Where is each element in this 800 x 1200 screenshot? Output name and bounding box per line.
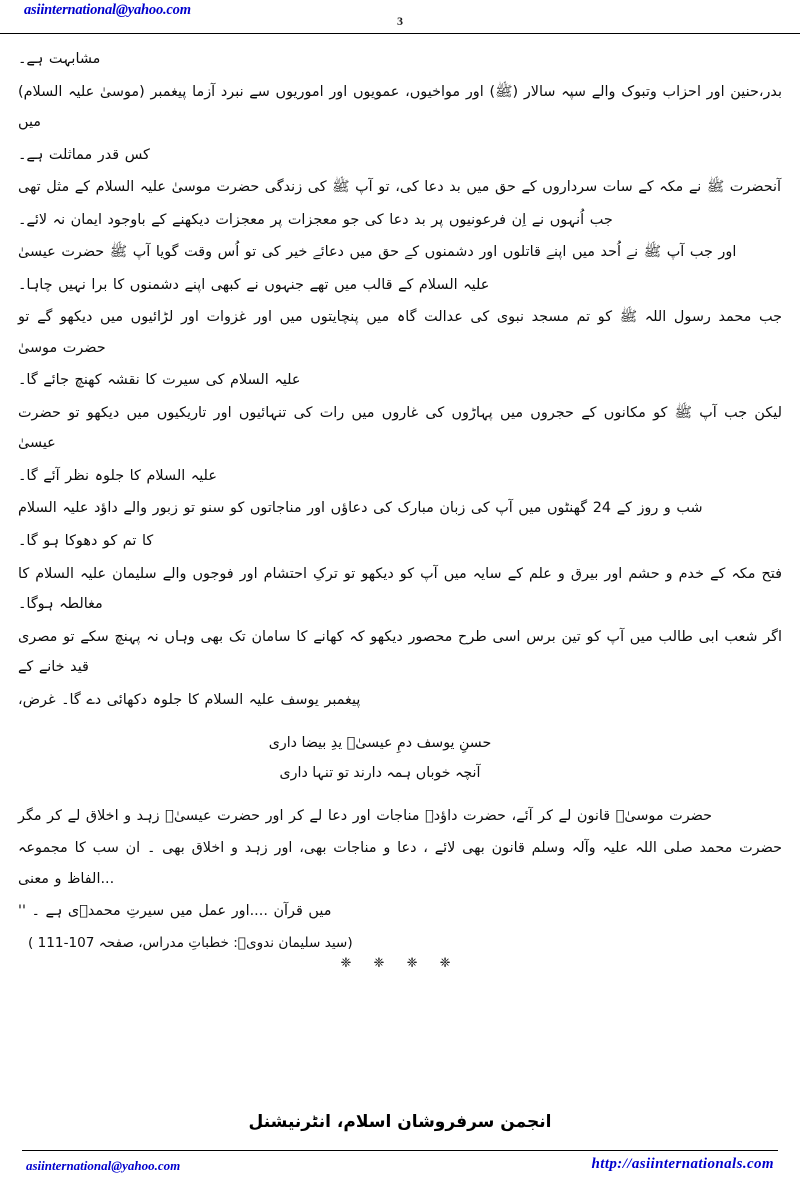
paragraph: مشابہت ہے۔ [18,51,101,67]
couplet-line-2: آنچہ خوباں ہمہ دارند تو تنہا داری [279,764,481,781]
paragraph: آنحضرت ﷺ نے مکہ کے سات سرداروں کے حق میں بد دعا کی، تو آپ ﷺ کی زندگی حضرت موسیٰ علیہ السلام کے مثل تھی [18,179,782,196]
paragraph: علیہ السلام کی سیرت کا نقشہ کھنچ جائے گا۔ [18,372,301,389]
paragraph: بدر،حنین اور احزاب وتبوک والے سپہ سالار (ﷺ) اور مواخیوں، عمویوں اور اموریوں سے نبرد آزما پیغمبر (موسیٰ علیہ السلام) میں [18,83,782,131]
page-footer [0,1104,800,1200]
paragraph: لیکن جب آپ ﷺ کو مکانوں کے حجروں میں پہاڑوں کی غاروں میں رات کی تنہائیوں اور تاریکیوں میں دیکھو تو حضرت عیسیٰ [18,404,782,452]
organization-name: انجمن سرفروشان اسلام، انٹرنیشنل [248,1112,552,1132]
paragraph: اگر شعب ابی طالب میں آپ کو تین برس اسی طرح محصور دیکھو کہ کھانے کا سامان تک بھی وہاں نہ پہنچ سکے تو مصری قید خانے کے [18,628,782,676]
paragraph: کا تم کو دھوکا ہو گا۔ [18,532,154,549]
paragraph: اور جب آپ ﷺ نے اُحد میں اپنے قاتلوں اور دشمنوں کے حق میں دعائے خیر کی تو اُس وقت گویا آپ ﷺ حضرت عیسیٰ [18,244,737,261]
document-body [18,44,782,1080]
paragraph: کس قدر مماثلت ہے۔ [18,146,150,163]
couplet-line-1: حسنِ یوسف دمِ عیسیٰؑ یدِ بیضا داری [268,735,492,752]
paragraph: حضرت محمد صلی اللہ علیہ وآلہ وسلم قانون بھی لائے ، دعا و مناجات بھی، اور زہد و اخلاق بھی ۔ ان سب کا مجموعہ ...الفاظ و معنی [18,840,782,887]
footer-divider-rule [22,1150,778,1151]
page-header [0,0,800,34]
source-citation: (سید سلیمان ندویؒ: خطباتِ مدراس، صفحہ 107-111 ) [28,934,353,951]
paragraph: پیغمبر یوسف علیہ السلام کا جلوہ دکھائی دے گا۔ غرض، [18,691,361,708]
paragraph: علیہ السلام کا جلوہ نظر آئے گا۔ [18,467,217,484]
ornament-divider: ❈ ❈ ❈ ❈ [340,955,460,971]
paragraph: میں قرآن ....اور عمل میں سیرتِ محمدؐی ہے ۔ '' [18,903,332,920]
persian-couplet [18,729,782,789]
page-number: 3 [397,14,403,28]
paragraph: فتح مکہ کے خدم و حشم اور بیرق و علم کے سایہ میں آپ کو دیکھو تو ترکِ احتشام اور فوجوں والے سلیمان علیہ السلام کا مغالطہ ہوگا۔ [18,565,782,613]
footer-email-link[interactable]: asiinternational@yahoo.com [26,1158,181,1173]
paragraph: علیہ السلام کے قالب میں تھے جنہوں نے کبھی اپنے دشمنوں کا برا نہیں چاہا۔ [18,276,490,293]
paragraph: حضرت موسیٰؑ قانون لے کر آئے، حضرت داؤدؑ مناجات اور دعا لے کر اور حضرت عیسیٰؑ زہد و اخلاق لے کر مگر [18,807,713,824]
paragraph: جب اُنہوں نے اِن فرعونیوں پر بد دعا کی جو معجزات پر معجزات دیکھنے کے باوجود ایمان نہ لائے۔ [18,211,613,228]
paragraph: جب محمد رسول اللہ ﷺ کو تم مسجد نبوی کی عدالت گاہ میں پنچایتوں میں اور غزوات اور لڑائیوں میں دیکھو گے تو حضرت موسیٰ [18,309,782,356]
paragraph: شب و روز کے 24 گھنٹوں میں آپ کی زبان مبارک کی دعاؤں اور مناجاتوں کو سنو تو زبور والے داؤد علیہ السلام [18,500,703,517]
header-email-link[interactable]: asiinternational@yahoo.com [24,2,191,18]
footer-website-link[interactable]: http://asiinternationals.com [591,1156,774,1172]
